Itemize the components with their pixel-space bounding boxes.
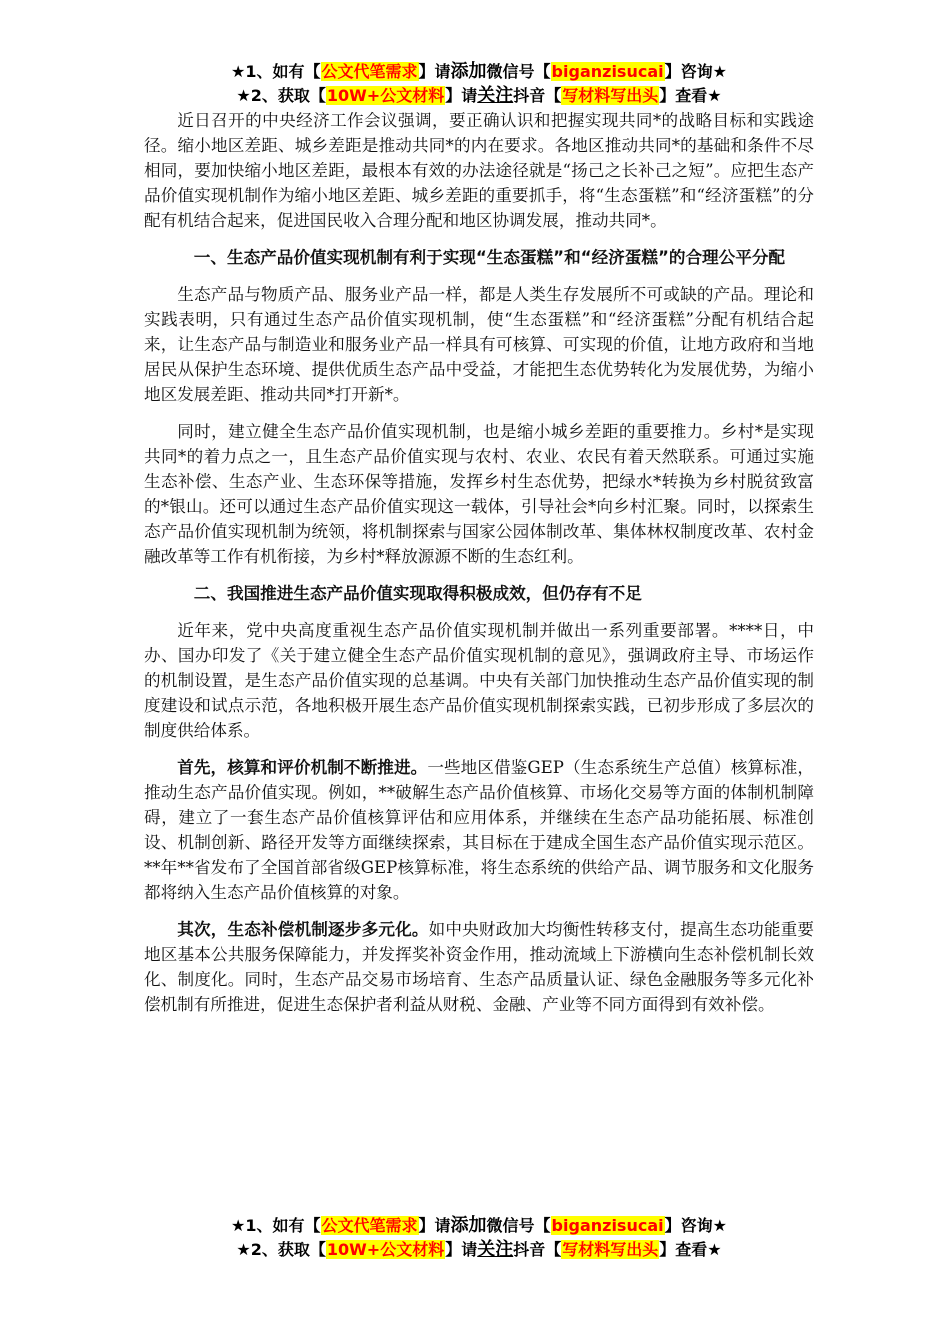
promo-text: 】请 — [445, 1240, 478, 1259]
promo-text: ★2、获取【 — [236, 86, 326, 105]
promo-text: 】请 — [418, 62, 451, 81]
promo-emphasis: 添加 — [450, 61, 487, 82]
paragraph-lead: 首先，核算和评价机制不断推进。 — [177, 758, 428, 777]
promo-text: 】咨询★ — [664, 1216, 727, 1235]
promo-line-1 — [144, 60, 814, 84]
promo-banner-top — [144, 60, 814, 108]
promo-emphasis: 关注 — [477, 1239, 514, 1260]
section-2-paragraph-3 — [144, 917, 814, 1017]
promo-line-2 — [144, 1238, 814, 1262]
promo-highlight: biganzisucai — [551, 1216, 664, 1235]
promo-text: 】咨询★ — [664, 62, 727, 81]
paragraph-body: 一些地区借鉴GEP（生态系统生产总值）核算标准，推动生态产品价值实现。例如，**破解生态产品价值核算、市场化交易等方面的体制机制障碍，建立了一套生态产品价值核算评估和应用体系，并继续在生态产品功能拓展、标准创设、机制创新、路径开发等方面继续探索，其目标在于建成全国生态产品价值实现示范区。**年**省发布了全国首部省级GEP核算标准，将生态系统的供给产品、调节服务和文化服务都将纳入生态产品价值核算的对象。 — [144, 758, 814, 902]
intro-paragraph: 近日召开的中央经济工作会议强调，要正确认识和把握实现共同*的战略目标和实践途径。缩小地区差距、城乡差距是推动共同*的内在要求。各地区推动共同*的基础和条件不尽相同，要加快缩小地区差距，最根本有效的办法途径就是“扬己之长补己之短”。应把生态产品价值实现机制作为缩小地区差距、城乡差距的重要抓手，将“生态蛋糕”和“经济蛋糕”的分配有机结合起来，促进国民收入合理分配和地区协调发展，推动共同*。 — [144, 111, 814, 230]
promo-text: 抖音【 — [513, 86, 562, 105]
section-1-paragraph-2: 同时，建立健全生态产品价值实现机制，也是缩小城乡差距的重要推力。乡村*是实现共同*的着力点之一，且生态产品价值实现与农村、农业、农民有着天然联系。可通过实施生态补偿、生态产业、生态环保等措施，发挥乡村生态优势，把绿水*转换为乡村脱贫致富的*银山。还可以通过生态产品价值实现这一载体，引导社会*向乡村汇聚。同时，以探索生态产品价值实现机制为统领，将机制探索与国家公园体制改革、集体林权制度改革、农村金融改革等工作有机衔接，为乡村*释放源源不断的生态红利。 — [144, 422, 814, 566]
promo-text: 】查看★ — [659, 1240, 722, 1259]
promo-text: 】请 — [418, 1216, 451, 1235]
promo-emphasis: 关注 — [477, 85, 514, 106]
promo-text: 抖音【 — [513, 1240, 562, 1259]
section-2-heading: 二、我国推进生态产品价值实现取得积极成效，但仍存有不足 — [193, 584, 642, 603]
paragraph-lead: 其次，生态补偿机制逐步多元化。 — [177, 920, 429, 939]
promo-emphasis: 添加 — [450, 1215, 487, 1236]
section-1-paragraph-1: 生态产品与物质产品、服务业产品一样，都是人类生存发展所不可或缺的产品。理论和实践表明，只有通过生态产品价值实现机制，使“生态蛋糕”和“经济蛋糕”分配有机结合起来，让生态产品与制造业和服务业产品一样具有可核算、可实现的价值，让地方政府和当地居民从保护生态环境、提供优质生态产品中受益，才能把生态优势转化为发展优势，为缩小地区发展差距、推动共同*打开新*。 — [144, 285, 814, 404]
promo-text: 】查看★ — [659, 86, 722, 105]
promo-line-2 — [144, 84, 814, 108]
promo-text: ★1、如有【 — [231, 62, 321, 81]
promo-highlight: 写材料写出头 — [562, 1240, 659, 1259]
promo-highlight: 10W+公文材料 — [326, 86, 445, 105]
promo-highlight: biganzisucai — [551, 62, 664, 81]
section-2-paragraph-2 — [144, 755, 814, 905]
promo-text: 微信号【 — [486, 1216, 551, 1235]
promo-highlight: 10W+公文材料 — [326, 1240, 445, 1259]
document-page — [144, 60, 814, 1017]
section-1-heading: 一、生态产品价值实现机制有利于实现“生态蛋糕”和“经济蛋糕”的合理公平分配 — [193, 248, 786, 267]
promo-highlight: 公文代笔需求 — [321, 62, 418, 81]
promo-banner-bottom — [144, 1214, 814, 1262]
promo-highlight: 写材料写出头 — [562, 86, 659, 105]
promo-text: 微信号【 — [486, 62, 551, 81]
promo-text: 】请 — [445, 86, 478, 105]
promo-text: ★2、获取【 — [236, 1240, 326, 1259]
promo-line-1 — [144, 1214, 814, 1238]
promo-text: ★1、如有【 — [231, 1216, 321, 1235]
paragraph-body: 如中央财政加大均衡性转移支付，提高生态功能重要地区基本公共服务保障能力，并发挥奖补资金作用，推动流域上下游横向生态补偿机制长效化、制度化。同时，生态产品交易市场培育、生态产品质量认证、绿色金融服务等多元化补偿机制有所推进，促进生态保护者利益从财税、金融、产业等不同方面得到有效补偿。 — [144, 920, 815, 1014]
section-2-paragraph-1: 近年来，党中央高度重视生态产品价值实现机制并做出一系列重要部署。****日，中办、国办印发了《关于建立健全生态产品价值实现机制的意见》，强调政府主导、市场运作的机制设置，是生态产品价值实现的总基调。中央有关部门加快推动生态产品价值实现的制度建设和试点示范，各地积极开展生态产品价值实现机制探索实践，已初步形成了多层次的制度供给体系。 — [144, 621, 814, 740]
promo-highlight: 公文代笔需求 — [321, 1216, 418, 1235]
